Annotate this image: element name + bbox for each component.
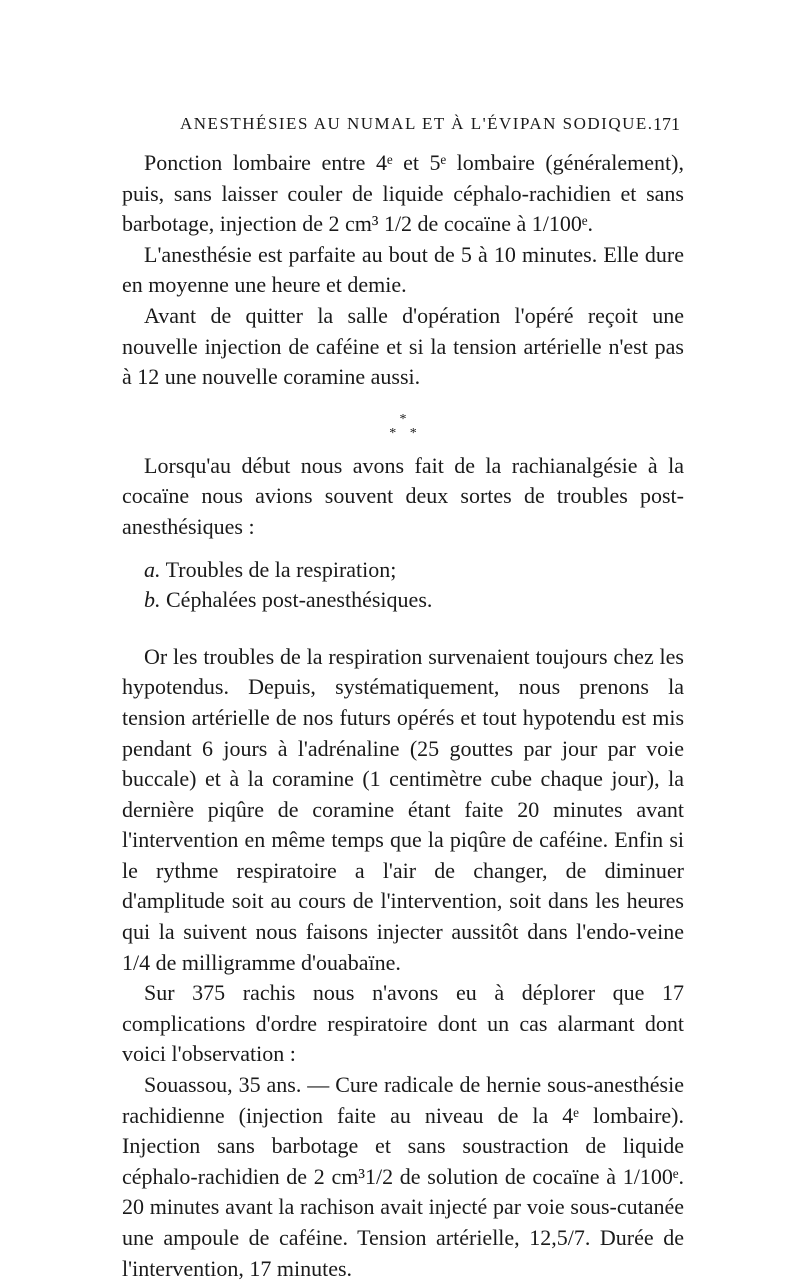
- page-header: [180, 114, 680, 144]
- paragraph-sur-375-rachis: Sur 375 rachis nous n'avons eu à déplorer que 17 complications d'ordre respiratoire dont un cas alarmant dont voici l'observation :: [122, 980, 684, 1067]
- paragraph-observation-souassou: Souassou, 35 ans. — Cure radicale de hernie sous-anesthésie rachidienne (injection faite au niveau de la 4ᵉ lombaire). Injection sans barbotage et sans soustraction de liquide céphalo-rachidien de 2 cm³1/2 de solution de cocaïne à 1/100ᵉ. 20 minutes avant la rachison avait injecté par voie sous-cutanée une ampoule de caféine. Tension artérielle, 12,5/7. Durée de l'intervention, 17 minutes.: [122, 1072, 684, 1281]
- list-item-a: [122, 555, 684, 586]
- list-item-a-letter: a.: [144, 556, 161, 582]
- paragraph-anesthesie: L'anesthésie est parfaite au bout de 5 à 10 minutes. Elle dure en moyenne une heure et demie.: [122, 241, 684, 298]
- paragraph-ponction: Ponction lombaire entre 4ᵉ et 5ᵉ lombaire (généralement), puis, sans laisser couler de liquide céphalo-rachidien et sans barbotage, injection de 2 cm³ 1/2 de cocaïne à 1/100ᵉ.: [122, 150, 684, 237]
- page-body: [122, 148, 684, 1284]
- list-item-b-letter: b.: [144, 587, 161, 613]
- page-number: 171: [653, 114, 680, 134]
- paragraph-troubles-respiration: Or les troubles de la respiration survenaient toujours chez les hypotendus. Depuis, systématiquement, nous prenons la tension artérielle de nos futurs opérés et tout hypotendu est mis pendant 6 jours à l'adrénaline (25 gouttes par jour par voie buccale) et à la coramine (1 centimètre cube chaque jour), la dernière piqûre de coramine étant faite 20 minutes avant l'intervention en même temps que la piqûre de caféine. Enfin si le rythme respiratoire a l'air de changer, de diminuer d'amplitude soit au cours de l'intervention, soit dans les heures qui la suivent nous faisons injecter aussitôt dans l'endo-veine 1/4 de milligramme d'ouabaïne.: [122, 643, 684, 975]
- list-item-a-text: Troubles de la respiration;: [160, 556, 397, 582]
- paragraph-lorsqu-au-debut: Lorsqu'au début nous avons fait de la rachianalgésie à la cocaïne nous avions souvent deux sortes de troubles post-anesthésiques :: [122, 452, 684, 539]
- list-item-b: [122, 585, 684, 616]
- running-title: ANESTHÉSIES AU NUMAL ET À L'ÉVIPAN SODIQUE.: [180, 114, 654, 133]
- list-item-b-text: Céphalées post-anesthésiques.: [160, 587, 433, 613]
- asterism-bottom: * *: [389, 425, 417, 441]
- asterism-top: *: [399, 411, 407, 427]
- section-divider-asterism: [122, 395, 684, 451]
- paragraph-avant-de-quitter: Avant de quitter la salle d'opération l'opéré reçoit une nouvelle injection de caféine et si la tension artérielle n'est pas à 12 une nouvelle coramine aussi.: [122, 302, 684, 390]
